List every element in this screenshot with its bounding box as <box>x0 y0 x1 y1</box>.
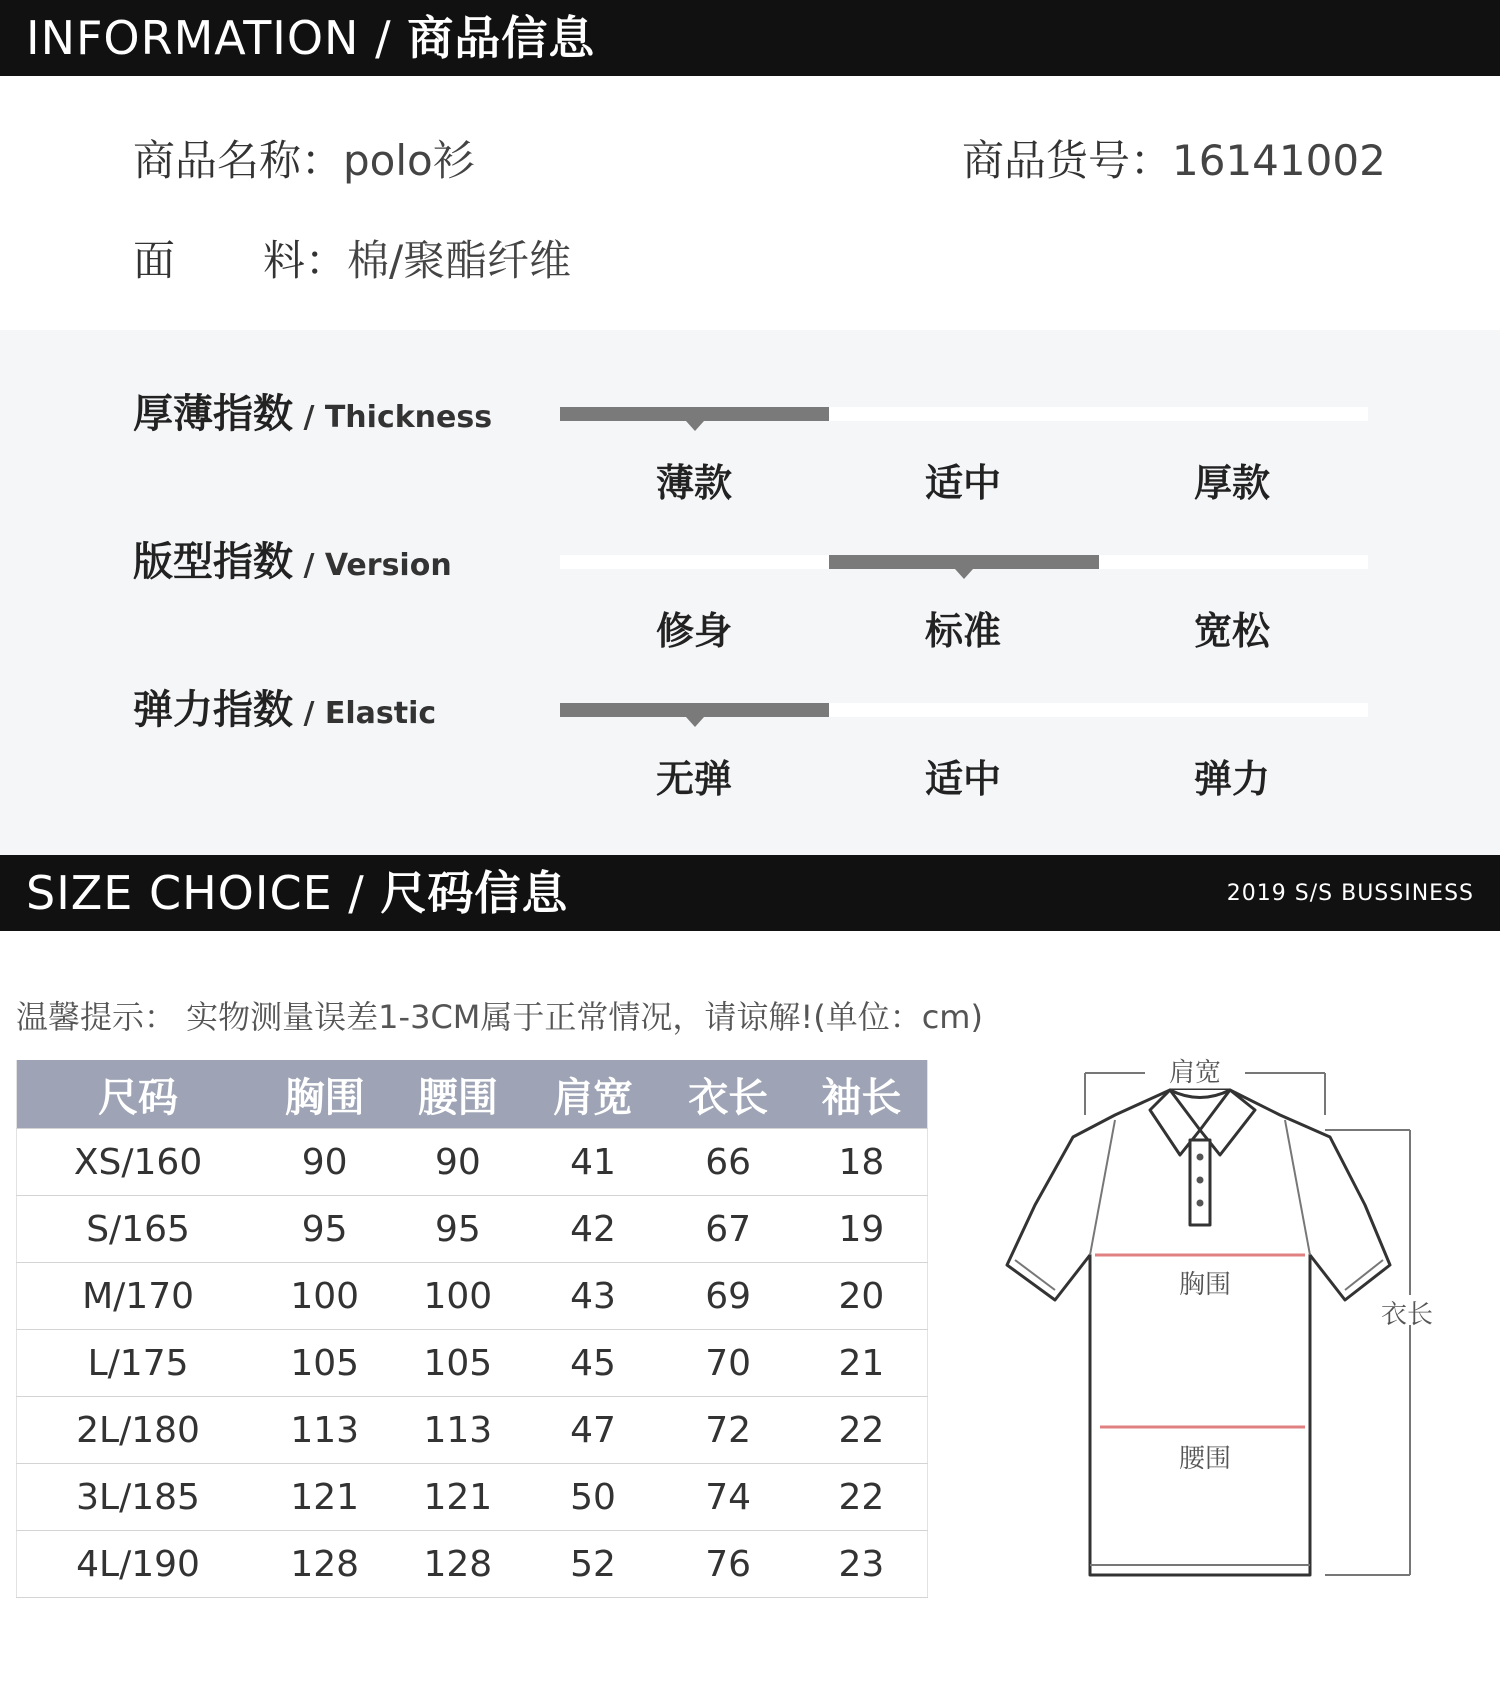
cell-size: L/175 <box>17 1330 260 1397</box>
cell-waist: 105 <box>390 1330 525 1397</box>
cell-length: 67 <box>661 1196 796 1263</box>
chest-label: 胸围 <box>1178 1270 1232 1300</box>
table-row <box>17 1196 928 1263</box>
table-row <box>17 1330 928 1397</box>
elastic-title <box>133 678 436 735</box>
header-sleeve: 袖长 <box>796 1060 928 1129</box>
shoulder-label: 肩宽 <box>1168 1058 1222 1088</box>
table-row <box>17 1263 928 1330</box>
season-tag: 2019 S/S BUSSINESS <box>1226 881 1474 906</box>
button-icon <box>1197 1177 1204 1184</box>
cell-waist: 95 <box>390 1196 525 1263</box>
cell-size: S/165 <box>17 1196 260 1263</box>
polo-shirt-diagram <box>995 1045 1465 1605</box>
version-scale <box>560 555 1368 569</box>
cell-shoulder: 41 <box>525 1129 660 1196</box>
fabric-label-1: 面 <box>133 236 176 285</box>
cell-shoulder: 50 <box>525 1464 660 1531</box>
elastic-scale <box>560 703 1368 717</box>
cell-sleeve: 22 <box>796 1397 928 1464</box>
waist-label: 腰围 <box>1178 1444 1232 1474</box>
header-chest: 胸围 <box>259 1060 390 1129</box>
size-choice-title-en: SIZE CHOICE <box>26 866 333 920</box>
cell-length: 66 <box>661 1129 796 1196</box>
cell-waist: 90 <box>390 1129 525 1196</box>
version-option-standard: 标准 <box>924 609 1001 653</box>
information-header <box>0 0 1500 76</box>
cell-sleeve: 22 <box>796 1464 928 1531</box>
cell-sleeve: 18 <box>796 1129 928 1196</box>
version-indicator <box>829 555 1098 569</box>
cell-chest: 105 <box>259 1330 390 1397</box>
product-code-label: 商品货号： <box>962 136 1173 185</box>
product-code-row <box>962 128 1386 188</box>
cell-length: 69 <box>661 1263 796 1330</box>
version-title <box>133 530 452 587</box>
length-label: 衣长 <box>1380 1300 1434 1330</box>
thickness-title-cn: 厚薄指数 <box>133 391 293 437</box>
cell-sleeve: 23 <box>796 1531 928 1598</box>
cell-sleeve: 19 <box>796 1196 928 1263</box>
thickness-scale <box>560 407 1368 421</box>
cell-sleeve: 20 <box>796 1263 928 1330</box>
information-title-cn: 商品信息 <box>407 11 596 65</box>
elastic-title-en: / Elastic <box>293 696 437 731</box>
product-code-value: 16141002 <box>1172 136 1386 185</box>
cell-chest: 100 <box>259 1263 390 1330</box>
cell-waist: 121 <box>390 1464 525 1531</box>
product-name-value: polo衫 <box>343 136 475 185</box>
cell-waist: 113 <box>390 1397 525 1464</box>
cell-length: 74 <box>661 1464 796 1531</box>
size-choice-title-sep: / <box>332 866 381 920</box>
elastic-option-none: 无弹 <box>655 757 732 801</box>
button-icon <box>1197 1154 1204 1161</box>
header-shoulder: 肩宽 <box>525 1060 660 1129</box>
elastic-title-cn: 弹力指数 <box>133 687 293 733</box>
cell-shoulder: 52 <box>525 1531 660 1598</box>
version-pointer <box>955 569 973 579</box>
elastic-option-high: 弹力 <box>1193 757 1270 801</box>
cell-chest: 121 <box>259 1464 390 1531</box>
cell-size: 3L/185 <box>17 1464 260 1531</box>
header-waist: 腰围 <box>390 1060 525 1129</box>
thickness-option-thin: 薄款 <box>655 461 732 505</box>
cell-chest: 95 <box>259 1196 390 1263</box>
cell-sleeve: 21 <box>796 1330 928 1397</box>
size-choice-title-cn: 尺码信息 <box>380 866 569 920</box>
table-row <box>17 1397 928 1464</box>
header-length: 衣长 <box>661 1060 796 1129</box>
button-icon <box>1197 1200 1204 1207</box>
version-option-slim: 修身 <box>655 609 732 653</box>
table-row <box>17 1129 928 1196</box>
cell-waist: 100 <box>390 1263 525 1330</box>
elastic-option-medium: 适中 <box>924 757 1001 801</box>
cell-size: 2L/180 <box>17 1397 260 1464</box>
thickness-title-en: / Thickness <box>293 400 493 435</box>
thickness-option-thick: 厚款 <box>1193 461 1270 505</box>
cell-size: M/170 <box>17 1263 260 1330</box>
table-row <box>17 1464 928 1531</box>
cell-chest: 128 <box>259 1531 390 1598</box>
fabric-value: 棉/聚酯纤维 <box>347 236 572 285</box>
cell-shoulder: 43 <box>525 1263 660 1330</box>
measurement-tip: 温馨提示： 实物测量误差1-3CM属于正常情况，请谅解!(单位：cm) <box>16 998 983 1036</box>
thickness-title <box>133 382 492 439</box>
cell-length: 76 <box>661 1531 796 1598</box>
cell-length: 72 <box>661 1397 796 1464</box>
version-title-cn: 版型指数 <box>133 539 293 585</box>
size-table-header <box>17 1060 928 1129</box>
cell-size: 4L/190 <box>17 1531 260 1598</box>
size-choice-header <box>0 855 1500 931</box>
size-choice-title <box>26 865 568 921</box>
shirt-outline <box>1007 1090 1390 1575</box>
cell-chest: 90 <box>259 1129 390 1196</box>
table-row <box>17 1531 928 1598</box>
product-name-row <box>133 128 475 188</box>
version-option-loose: 宽松 <box>1193 609 1270 653</box>
product-name-label: 商品名称： <box>133 136 344 185</box>
elastic-indicator <box>560 703 829 717</box>
cell-shoulder: 45 <box>525 1330 660 1397</box>
size-table <box>16 1060 928 1598</box>
cell-shoulder: 42 <box>525 1196 660 1263</box>
cell-waist: 128 <box>390 1531 525 1598</box>
fabric-label-2: 料： <box>263 236 348 285</box>
thickness-option-medium: 适中 <box>924 461 1001 505</box>
header-size: 尺码 <box>17 1060 260 1129</box>
information-title-en: INFORMATION <box>26 11 360 65</box>
cell-shoulder: 47 <box>525 1397 660 1464</box>
fabric-row <box>133 228 571 288</box>
information-title-sep: / <box>359 11 408 65</box>
index-panel <box>0 330 1500 855</box>
thickness-indicator <box>560 407 829 421</box>
thickness-pointer <box>686 421 704 431</box>
cell-size: XS/160 <box>17 1129 260 1196</box>
cell-length: 70 <box>661 1330 796 1397</box>
elastic-pointer <box>686 717 704 727</box>
information-title <box>26 10 595 66</box>
version-title-en: / Version <box>293 548 452 583</box>
cell-chest: 113 <box>259 1397 390 1464</box>
